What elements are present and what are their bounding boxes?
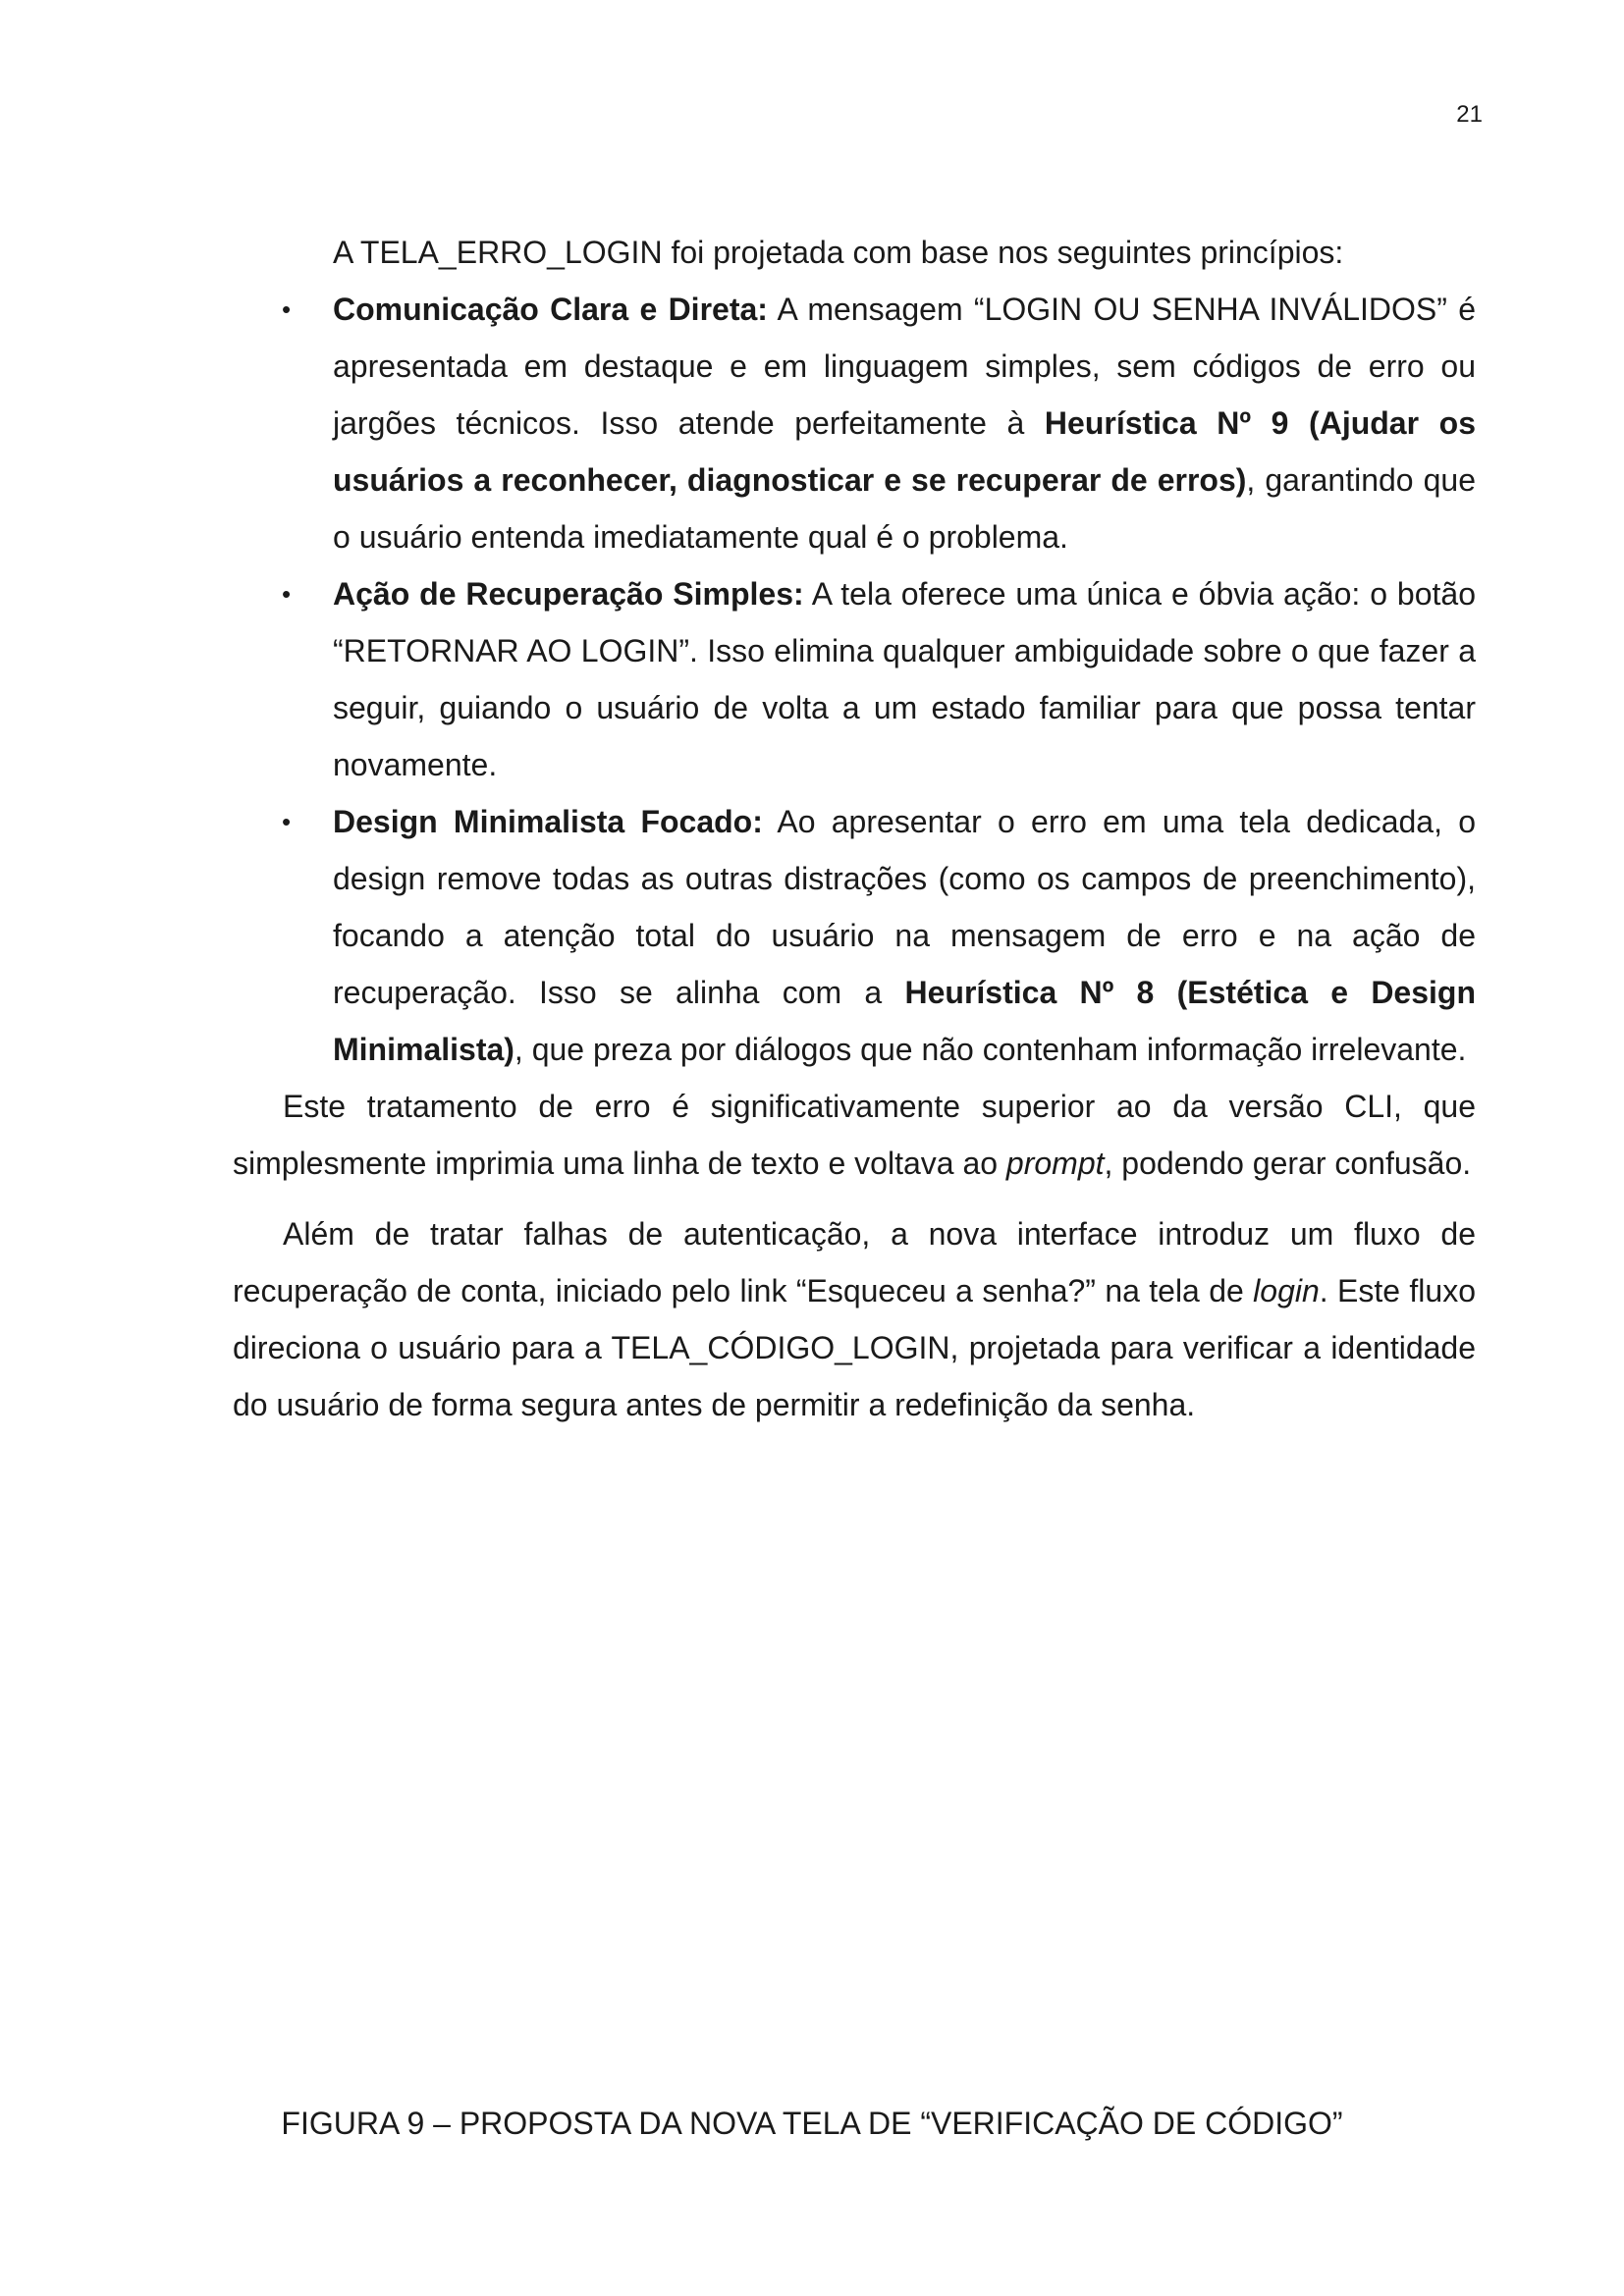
heuristic-reference: Heurística Nº 8 (Estética e Design Minimalista) [333,975,1477,1067]
paragraph-text: , podendo gerar confusão. [1104,1146,1472,1181]
principle-title: Comunicação Clara e Direta: [333,292,768,327]
paragraph-text: Este tratamento de erro é significativamente superior ao da versão CLI, que simplesmente imprimia uma linha de texto e voltava ao [233,1089,1476,1181]
paragraph-text: . Este fluxo direciona o usuário para a TELA_CÓDIGO_LOGIN, projetada para verificar a identidade do usuário de forma segura antes de permitir a redefinição da senha. [233,1273,1477,1422]
body-text [233,224,1476,1433]
figure-caption: FIGURA 9 – PROPOSTA DA NOVA TELA DE “VERIFICAÇÃO DE CÓDIGO” [281,2106,1343,2141]
heuristic-reference: Heurística Nº 9 (Ajudar os usuários a reconhecer, diagnosticar e se recuperar de erros) [333,405,1477,498]
principle-title: Design Minimalista Focado: [333,804,763,839]
principle-text: A mensagem “LOGIN OU SENHA INVÁLIDOS” é apresentada em destaque e em linguagem simples, sem códigos de erro ou jargões técnicos. Isso atende perfeitamente à [333,292,1476,441]
principle-text: , garantindo que o usuário entenda imediatamente qual é o problema. [333,462,1476,555]
principle-item-communication [233,281,1476,565]
paragraph-text: Além de tratar falhas de autenticação, a nova interface introduz um fluxo de recuperação de conta, iniciado pelo link “Esqueceu a senha?” na tela de [233,1216,1476,1308]
intro-line: A TELA_ERRO_LOGIN foi projetada com base nos seguintes princípios: [333,235,1344,270]
principle-text: A tela oferece uma única e óbvia ação: o botão “RETORNAR AO LOGIN”. Isso elimina qualquer ambiguidade sobre o que fazer a seguir, guiando o usuário de volta a um estado familiar para que possa tentar novamente. [333,576,1477,782]
paragraph-cli-comparison [233,1078,1476,1192]
bullet-dot-icon: • [282,294,292,324]
emphasized-term: login [1253,1273,1320,1308]
bullet-dot-icon: • [282,579,292,609]
emphasized-term: prompt [1005,1146,1105,1181]
principle-item-minimalist [233,793,1476,1078]
principle-item-recovery [233,565,1476,793]
paragraph-recovery-flow [233,1205,1476,1433]
principle-text: , que preza por diálogos que não contenham informação irrelevante. [514,1032,1467,1067]
principle-title: Ação de Recuperação Simples: [333,576,804,612]
page-number: 21 [1456,101,1483,128]
bullet-dot-icon: • [282,807,292,836]
principle-text: Ao apresentar o erro em uma tela dedicada, o design remove todas as outras distrações (como os campos de preenchimento), focando a atenção total do usuário na mensagem de erro e na ação de recuperação. Isso se alinha com a [333,804,1477,1010]
principles-list [233,281,1476,1078]
